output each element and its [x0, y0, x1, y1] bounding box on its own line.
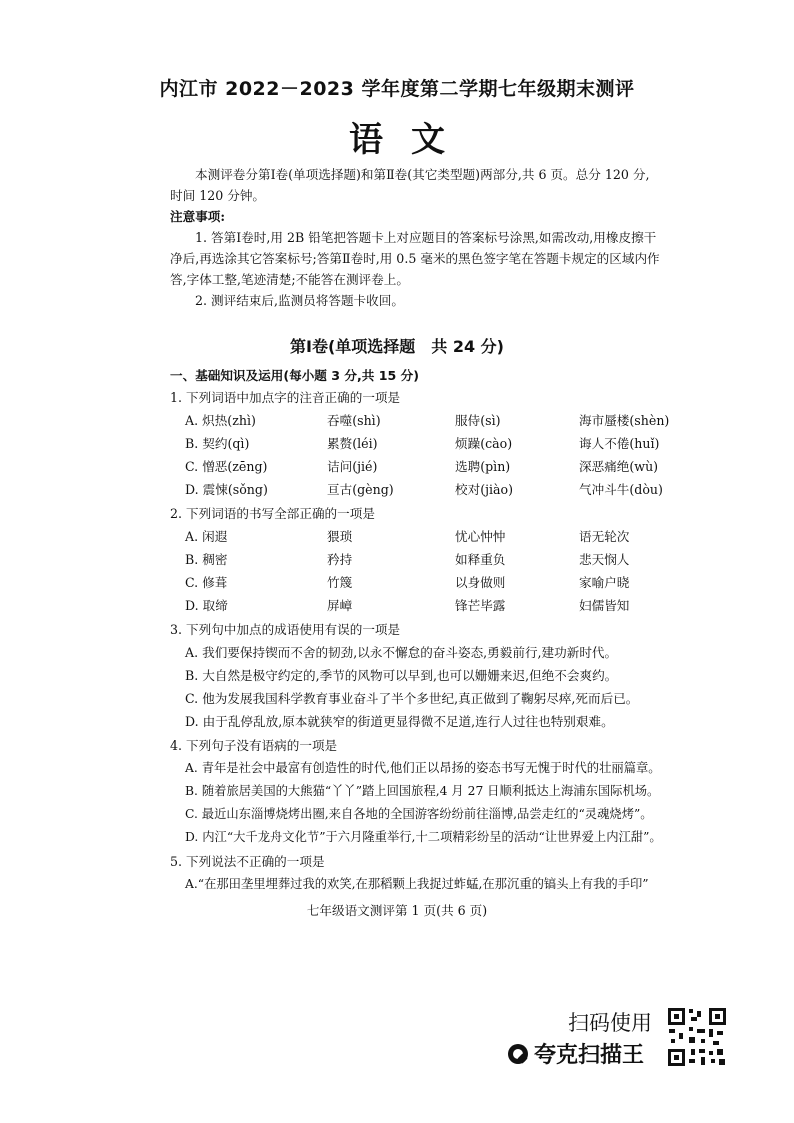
q2-option-d-2: 屏嶂 [327, 598, 353, 613]
question-3-stem: 3. 下列句中加点的成语使用有误的一项是 [170, 622, 401, 637]
q1-option-b-1: B. 契约(qì) [185, 436, 250, 451]
q4-option-b: B. 随着旅居美国的大熊猫“丫丫”踏上回国旅程,4 月 27 日顺利抵达上海浦东国际机场。 [185, 784, 660, 798]
question-4-stem: 4. 下列句子没有语病的一项是 [170, 738, 338, 753]
q2-option-c-1: C. 修葺 [185, 575, 228, 590]
exam-title: 内江市 2022－2023 学年度第二学期七年级期末测评 [159, 78, 635, 100]
q1-option-d-3: 校对(jiào) [455, 482, 514, 497]
q1-option-b-2: 累赘(léi) [327, 436, 378, 451]
q2-option-d-3: 锋芒毕露 [455, 598, 506, 613]
page-footer: 七年级语文测评第 1 页(共 6 页) [306, 903, 488, 918]
q1-option-d-4: 气冲斗牛(dòu) [579, 482, 663, 497]
scan-to-use-label: 扫码使用 [568, 1011, 652, 1035]
q2-option-b-1: B. 稠密 [185, 552, 228, 567]
q5-option-a: A.“在那田垄里埋葬过我的欢笑,在那稻颗上我捉过蚱蜢,在那沉重的镐头上有我的手印” [185, 877, 649, 891]
notice-1-line-1: 1. 答第Ⅰ卷时,用 2B 铅笔把答题卡上对应题目的答案标号涂黑,如需改动,用橡皮擦干 [195, 230, 657, 245]
q2-option-b-4: 悲天悯人 [579, 552, 630, 567]
q4-option-d: D. 内江“大千龙舟文化节”于六月隆重举行,十二项精彩纷呈的活动“让世界爱上内江甜”。 [185, 830, 662, 844]
q2-option-c-4: 家喻户晓 [579, 575, 630, 590]
q2-option-c-2: 竹篾 [327, 575, 353, 590]
notice-1-line-3: 答,字体工整,笔迹清楚;不能答在测评卷上。 [170, 272, 409, 287]
q2-option-b-3: 如释重负 [455, 552, 506, 567]
notice-title: 注意事项: [170, 209, 226, 224]
q3-option-d: D. 由于乱停乱放,原本就狭窄的街道更显得微不足道,连行人过往也特别艰难。 [185, 714, 614, 729]
q1-option-b-3: 烦躁(cào) [455, 436, 513, 451]
brand-logo-icon [506, 1042, 530, 1066]
q4-option-c: C. 最近山东淄博烧烤出圈,来自各地的全国游客纷纷前往淄博,品尝走红的“灵魂烧烤”。 [185, 807, 653, 821]
part-1-title: 一、基础知识及运用(每小题 3 分,共 15 分) [170, 368, 420, 383]
q1-option-a-1: A. 炽热(zhì) [185, 413, 256, 428]
q2-option-a-1: A. 闲遐 [185, 529, 228, 544]
scanner-brand [506, 1038, 644, 1069]
notice-1-line-2: 净后,再选涂其它答案标号;答第Ⅱ卷时,用 0.5 毫米的黑色签字笔在答题卡规定的区域内作 [170, 251, 660, 266]
question-5-stem: 5. 下列说法不正确的一项是 [170, 854, 325, 869]
subject-title: 语文 [349, 120, 473, 160]
q1-option-a-3: 服侍(sì) [455, 413, 501, 428]
q1-option-d-2: 亘古(gèng) [327, 482, 394, 497]
q1-option-d-1: D. 震悚(sǒng) [185, 482, 268, 497]
question-2-stem: 2. 下列词语的书写全部正确的一项是 [170, 506, 375, 521]
q2-option-d-4: 妇儒皆知 [579, 598, 630, 613]
question-1-stem: 1. 下列词语中加点字的注音正确的一项是 [170, 390, 401, 405]
q4-option-a: A. 青年是社会中最富有创造性的时代,他们正以昂扬的姿态书写无愧于时代的壮丽篇章。 [185, 761, 661, 775]
intro-line-2: 时间 120 分钟。 [170, 188, 266, 203]
q1-option-c-1: C. 憎恶(zēng) [185, 459, 268, 474]
brand-name: 夸克扫描王 [534, 1043, 645, 1068]
q2-option-c-3: 以身做则 [455, 575, 506, 590]
q2-option-a-4: 语无轮次 [579, 529, 630, 544]
section-title: 第Ⅰ卷(单项选择题 共 24 分) [290, 337, 504, 356]
q1-option-a-2: 吞噬(shì) [327, 413, 381, 428]
q2-option-b-2: 矜持 [327, 552, 353, 567]
q3-option-b: B. 大自然是极守约定的,季节的风物可以早到,也可以姗姗来迟,但绝不会爽约。 [185, 668, 618, 683]
q1-option-c-3: 选聘(pìn) [455, 459, 511, 474]
qr-code-icon [667, 1007, 727, 1067]
q2-option-a-3: 忧心忡忡 [455, 529, 506, 544]
q1-option-b-4: 诲人不倦(huǐ) [579, 436, 660, 451]
notice-2: 2. 测评结束后,监测员将答题卡收回。 [195, 293, 404, 308]
intro-line-1: 本测评卷分第Ⅰ卷(单项选择题)和第Ⅱ卷(其它类型题)两部分,共 6 页。总分 120 分, [195, 167, 650, 182]
q2-option-a-2: 猥琐 [327, 529, 353, 544]
q2-option-d-1: D. 取缔 [185, 598, 228, 613]
q1-option-c-4: 深恶痛绝(wù) [579, 459, 659, 474]
q1-option-c-2: 诘问(jié) [327, 459, 378, 474]
q3-option-c: C. 他为发展我国科学教育事业奋斗了半个多世纪,真正做到了鞠躬尽瘁,死而后已。 [185, 691, 639, 706]
q3-option-a: A. 我们要保持锲而不舍的韧劲,以永不懈怠的奋斗姿态,勇毅前行,建功新时代。 [185, 645, 618, 660]
q1-option-a-4: 海市蜃楼(shèn) [579, 413, 670, 428]
